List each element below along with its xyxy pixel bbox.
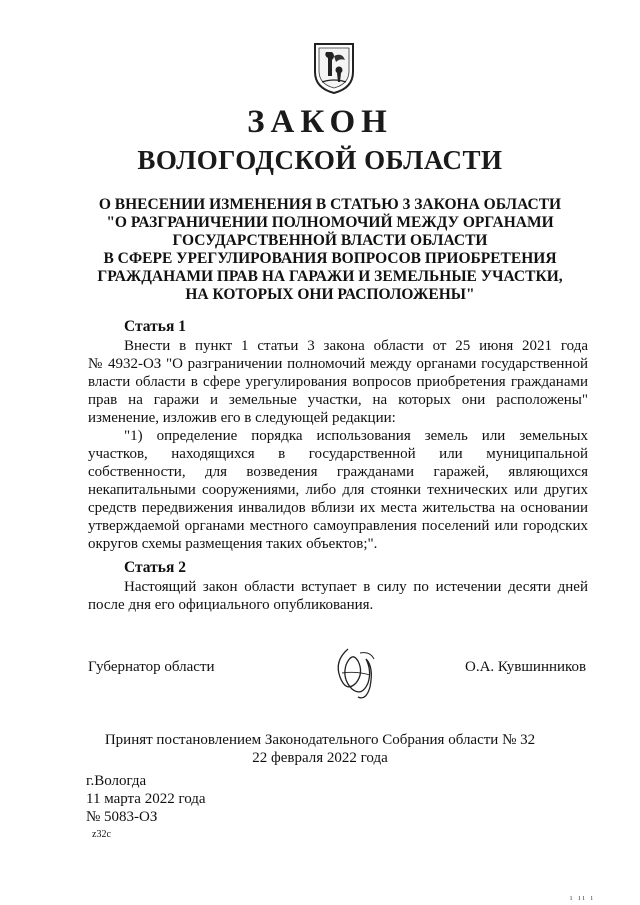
paragraph-line: № 4932-ОЗ "О разграничении полномочий между органами государственной (88, 356, 588, 372)
adoption-date: 22 февраля 2022 года (252, 750, 388, 766)
document-code: z32c (92, 829, 111, 840)
quote-line: собственности, для возведения гражданами гаражей, являющихся (88, 464, 588, 480)
coat-of-arms-emblem (312, 42, 356, 94)
quote-line: округов схемы размещения таких объектов;". (88, 536, 378, 552)
issue-date: 11 марта 2022 года (86, 791, 206, 807)
paragraph-line: власти области в сфере урегулирования вопросов приобретения гражданами (88, 374, 588, 390)
margin-marks: ı ıı ı (570, 893, 595, 902)
article-2-heading: Статья 2 (124, 559, 186, 576)
quote-line: участков, находящихся в государственной или муниципальной (88, 446, 588, 462)
law-heading-line: ГОСУДАРСТВЕННОЙ ВЛАСТИ ОБЛАСТИ (172, 232, 488, 249)
paragraph-line: изменение, изложив его в следующей редакции: (88, 410, 396, 426)
law-heading-line: "О РАЗГРАНИЧЕНИИ ПОЛНОМОЧИЙ МЕЖДУ ОРГАНАМИ (106, 214, 554, 231)
document-region: ВОЛОГОДСКОЙ ОБЛАСТИ (137, 145, 503, 175)
law-heading-line: НА КОТОРЫХ ОНИ РАСПОЛОЖЕНЫ" (185, 286, 475, 303)
article-1-body (88, 337, 588, 553)
issue-city: г.Вологда (86, 773, 147, 789)
quote-line: средств передвижения инвалидов вблизи их места жительства на основании (88, 500, 588, 516)
adoption-note (60, 731, 580, 767)
quote-line: некапитальными сооружениями, либо для стоянки технических или других (88, 482, 588, 498)
signatory-name: О.А. Кувшинников (465, 659, 587, 675)
handwritten-signature (330, 643, 380, 703)
law-number: № 5083-ОЗ (86, 809, 158, 825)
law-heading-line: О ВНЕСЕНИИ ИЗМЕНЕНИЯ В СТАТЬЮ 3 ЗАКОНА ОБЛАСТИ (98, 196, 562, 213)
paragraph-line: прав на гаражи и земельные участки, на которых они расположены" (88, 392, 588, 408)
article-1-heading: Статья 1 (124, 318, 186, 335)
paragraph-line: Настоящий закон области вступает в силу по истечении десяти дней (124, 579, 588, 595)
adoption-line: Принят постановлением Законодательного Собрания области № 32 (104, 732, 536, 748)
quote-line: утверждаемой органами местного самоуправления поселений или городских (88, 518, 588, 534)
article-2-body (88, 578, 588, 614)
issue-details (86, 772, 206, 826)
paragraph-line: Внести в пункт 1 статьи 3 закона области от 25 июня 2021 года (124, 338, 588, 354)
document-title: ЗАКОН (247, 104, 393, 140)
quote-line: "1) определение порядка использования земель или земельных (124, 428, 588, 444)
law-heading-line: ГРАЖДАНАМИ ПРАВ НА ГАРАЖИ И ЗЕМЕЛЬНЫЕ УЧАСТКИ, (97, 268, 563, 285)
paragraph-line: после дня его официального опубликования. (88, 597, 374, 613)
law-heading-line: В СФЕРЕ УРЕГУЛИРОВАНИЯ ВОПРОСОВ ПРИОБРЕТЕНИЯ (103, 250, 557, 267)
law-heading (60, 196, 600, 304)
signatory-position: Губернатор области (88, 659, 215, 675)
